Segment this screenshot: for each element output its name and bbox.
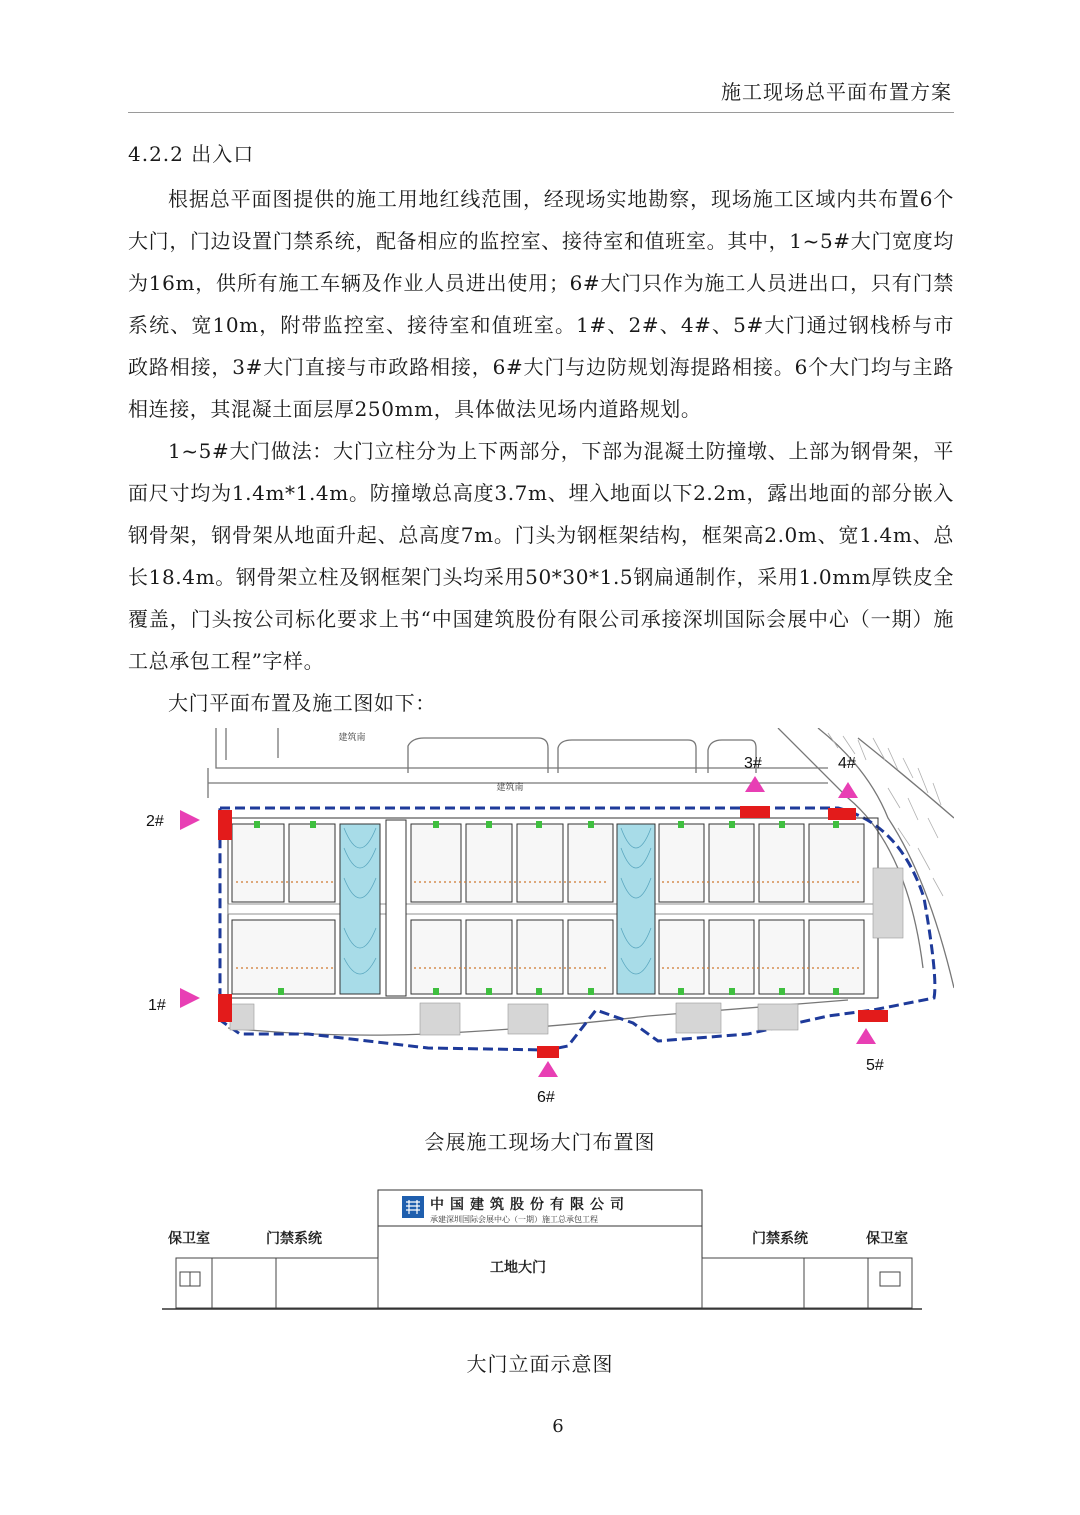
site-plan-caption: 会展施工现场大门布置图 [424,1130,656,1154]
gate-label-2: 2# [146,813,164,830]
access-control-left: 门禁系统 [266,1231,322,1247]
access-control-right: 门禁系统 [752,1231,808,1247]
paragraph-text: 根据总平面图提供的施工用地红线范围，经现场实地勘察，现场施工区域内共布置6个大门，门边设置门禁系统，配备相应的监控室、接待室和值班室。其中，1~5#大门宽度均为16m，供所有施工车辆及作业人员进出使用；6#大门只作为施工人员进出口，只有门禁系统、宽10m，附带监控室、接待室和值班室。1#、2#、4#、5#大门通过钢栈桥与市政路相接，3#大门直接与市政路相接，6#大门与边防规划海提路相接。6个大门均与主路相连接，其混凝土面层厚250mm，具体做法见场内道路规划。 [128,187,954,421]
middle-road [228,904,878,914]
road-label-top: 建筑南 [496,782,524,792]
gate-label-4: 4# [838,755,856,772]
page-header: 施工现场总平面布置方案 [721,80,952,104]
road-label-top-left: 建筑南 [338,732,366,742]
paragraph-intro-figure [128,682,954,724]
site-plan-drawing [128,728,954,1110]
guard-room-left: 保卫室 [168,1231,210,1247]
page-number: 6 [552,1416,564,1437]
elevation-caption: 大门立面示意图 [466,1352,614,1376]
header-rule [128,112,954,113]
guard-room-right: 保卫室 [866,1231,908,1247]
section-heading: 4.2.2 出入口 [128,142,255,166]
gate-elevation-drawing [158,1186,922,1318]
company-logo [402,1196,424,1218]
gate-label-1: 1# [148,997,166,1014]
paragraph-entrances [128,178,954,430]
central-corridor [386,820,406,996]
gate-header-sign [378,1190,702,1226]
gate-label-5: 5# [866,1057,884,1074]
gate-label-6: 6# [537,1089,555,1106]
gate-name-label: 工地大门 [490,1260,546,1276]
paragraph-text: 大门平面布置及施工图如下： [168,691,436,715]
paragraph-gate-method [128,430,954,682]
paragraph-text: 1~5#大门做法：大门立柱分为上下两部分，下部为混凝土防撞墩、上部为钢骨架，平面尺寸均为1.4m*1.4m。防撞墩总高度3.7m、埋入地面以下2.2m，露出地面的部分嵌入钢骨架，钢骨架从地面升起、总高度7m。门头为钢框架结构，框架高2.0m、宽1.4m、总长18.4m。钢骨架立柱及钢框架门头均采用50*30*1.5钢扁通制作，采用1.0mm厚铁皮全覆盖，门头按公司标化要求上书“中国建筑股份有限公司承接深圳国际会展中心（一期）施工总承包工程”字样。 [128,439,954,673]
project-name: 承建深圳国际会展中心（一期）施工总承包工程 [430,1215,598,1224]
gate-label-3: 3# [744,755,762,772]
company-name: 中国建筑股份有限公司 [430,1197,630,1213]
